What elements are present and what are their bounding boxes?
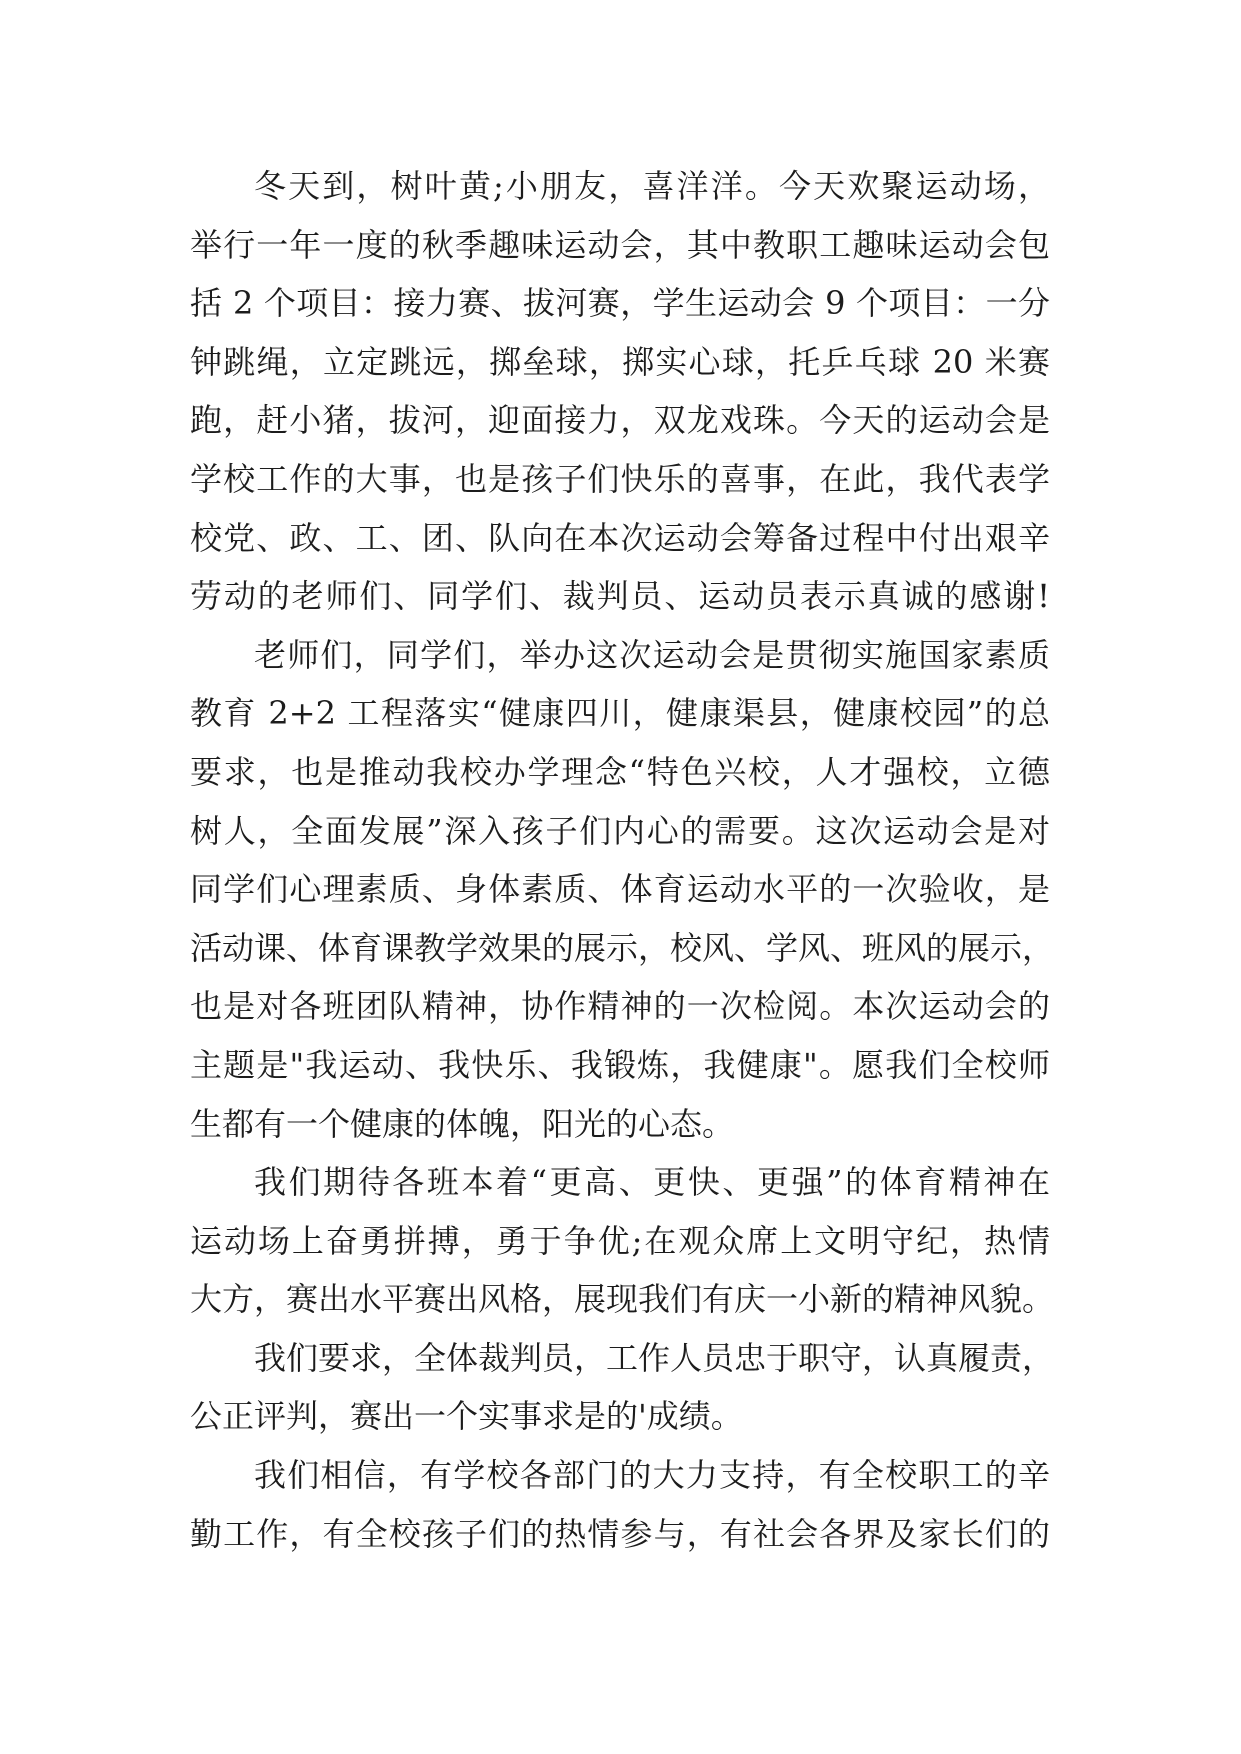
text-line: 大方，赛出水平赛出风格，展现我们有庆一小新的精神风貌。	[190, 1280, 1055, 1319]
paragraph-2	[190, 626, 1055, 1153]
paragraph-4	[190, 1329, 1055, 1446]
text-line: 也是对各班团队精神，协作精神的一次检阅。本次运动会的	[190, 987, 1050, 1026]
paragraph-5	[190, 1446, 1050, 1563]
text-line: 我们期待各班本着“更高、更快、更强”的体育精神在	[254, 1163, 1050, 1202]
text-line: 跑，赶小猪，拔河，迎面接力，双龙戏珠。今天的运动会是	[190, 401, 1050, 440]
text-line: 钟跳绳，立定跳远，掷垒球，掷实心球，托乒乓球 20 米赛	[190, 342, 1050, 381]
text-line: 同学们心理素质、身体素质、体育运动水平的一次验收，是	[190, 870, 1050, 909]
text-line: 树人，全面发展”深入孩子们内心的需要。这次运动会是对	[190, 811, 1050, 850]
text-line: 冬天到，树叶黄;小朋友，喜洋洋。今天欢聚运动场，	[254, 167, 1050, 205]
text-line: 括 2 个项目：接力赛、拔河赛，学生运动会 9 个项目：一分	[190, 284, 1050, 323]
text-line: 运动场上奋勇拼搏，勇于争优;在观众席上文明守纪，热情	[190, 1221, 1050, 1260]
body-text	[190, 157, 1055, 1563]
text-line: 要求，也是推动我校办学理念“特色兴校，人才强校，立德	[190, 752, 1050, 791]
text-line: 主题是"我运动、我快乐、我锻炼，我健康"。愿我们全校师	[190, 1045, 1050, 1084]
text-line: 活动课、体育课教学效果的展示，校风、学风、班风的展示，	[190, 928, 1055, 967]
text-line: 校党、政、工、团、队向在本次运动会筹备过程中付出艰辛	[190, 518, 1050, 557]
text-line: 公正评判，赛出一个实事求是的'成绩。	[190, 1397, 743, 1436]
text-line: 学校工作的大事，也是孩子们快乐的喜事，在此，我代表学	[190, 459, 1050, 498]
text-line: 我们要求，全体裁判员，工作人员忠于职守，认真履责，	[254, 1338, 1055, 1377]
text-line: 教育 2+2 工程落实“健康四川，健康渠县，健康校园”的总	[190, 694, 1050, 733]
text-line: 老师们，同学们，举办这次运动会是贯彻实施国家素质	[254, 635, 1050, 674]
paragraph-1	[190, 157, 1050, 626]
text-line: 生都有一个健康的体魄，阳光的心态。	[190, 1104, 735, 1143]
text-line: 劳动的老师们、同学们、裁判员、运动员表示真诚的感谢!	[190, 577, 1050, 616]
text-line: 勤工作，有全校孩子们的热情参与，有社会各界及家长们的	[190, 1514, 1050, 1553]
text-line: 我们相信，有学校各部门的大力支持，有全校职工的辛	[254, 1456, 1050, 1495]
paragraph-3	[190, 1153, 1055, 1329]
text-line: 举行一年一度的秋季趣味运动会，其中教职工趣味运动会包	[190, 225, 1050, 264]
